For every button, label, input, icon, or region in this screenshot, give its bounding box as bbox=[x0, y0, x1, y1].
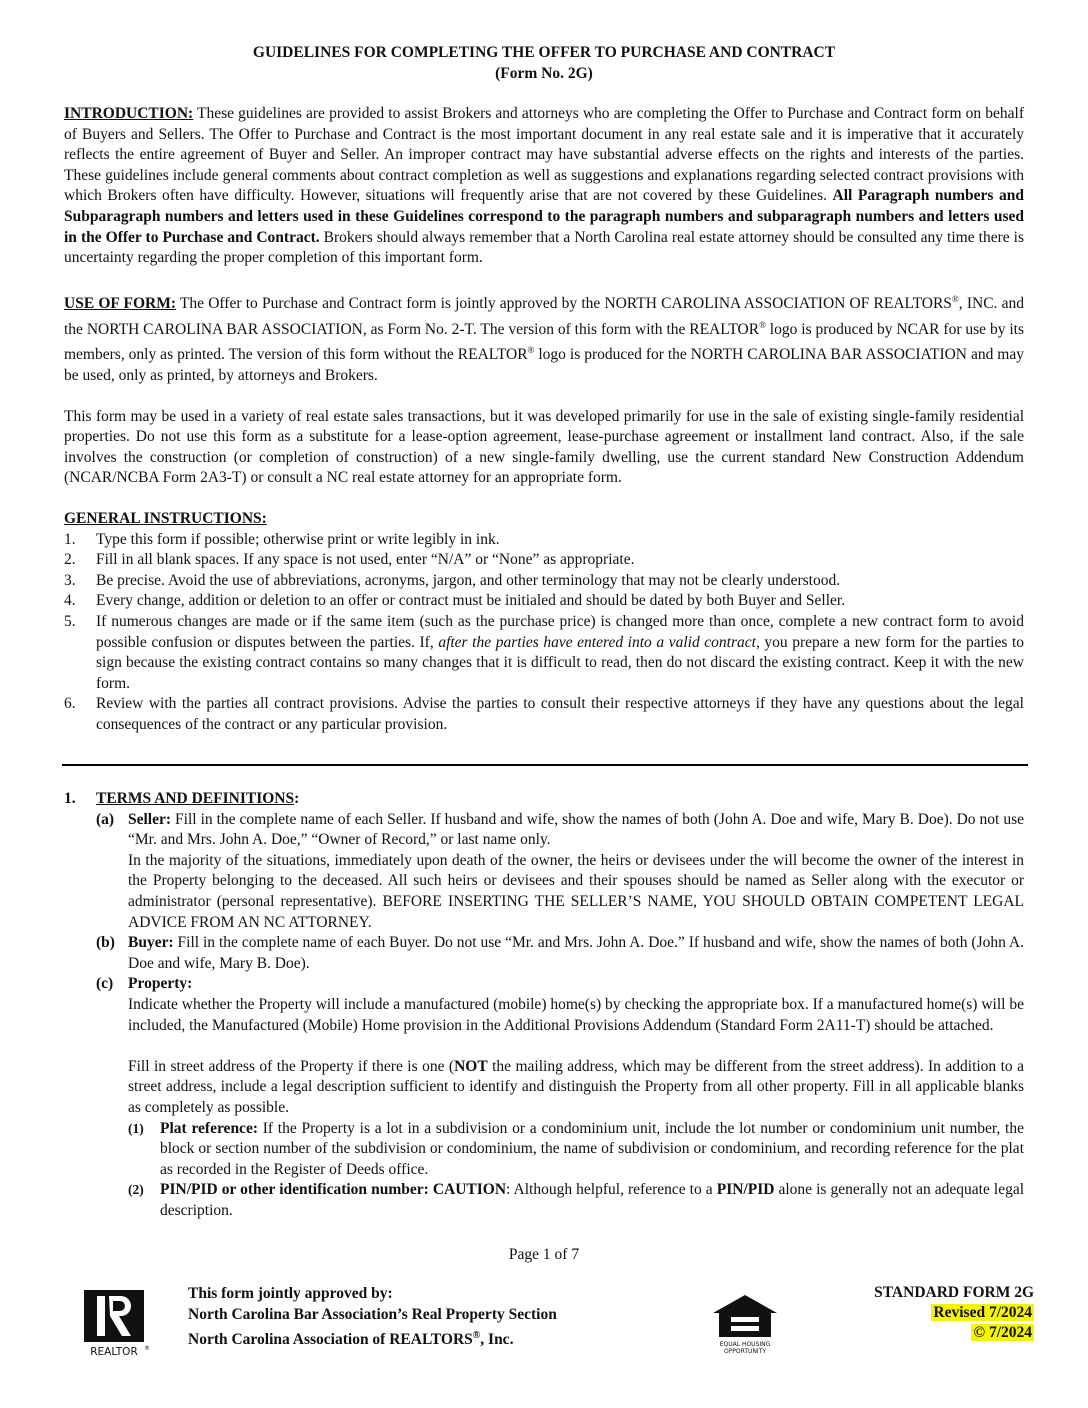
item-heading: Plat reference: bbox=[160, 1119, 258, 1137]
copyright-date: © 7/2024 bbox=[973, 1324, 1032, 1341]
subsection-text: Fill in the complete name of each Seller. If husband and wife, show the names of both (John A. Doe and wife, Mary B. Doe). Do not use “Mr. and Mrs. John A. Doe,” “Owner of Record,” or last name only. bbox=[128, 810, 1024, 849]
list-item-number: 4. bbox=[64, 592, 76, 610]
list-item bbox=[64, 571, 1024, 592]
realtor-logo-reg: ® bbox=[144, 1345, 150, 1352]
doc-title bbox=[64, 42, 1024, 84]
introduction-text-end: Brokers should always remember that a North Carolina real estate attorney should be consulted any time there is uncertainty regarding the proper completion of this important form. bbox=[64, 228, 1024, 267]
use-of-form-text: The Offer to Purchase and Contract form is jointly approved by the NORTH CAROLINA ASSOCIATION OF REALTORS bbox=[176, 294, 952, 312]
list-item-text: Review with the parties all contract provisions. Advise the parties to consult their respective attorneys if they have any questions about the legal consequences of the contract or any particular provision. bbox=[96, 695, 1024, 733]
subsection-text: Fill in the complete name of each Buyer. Do not use “Mr. and Mrs. John A. Doe.” If husband and wife, show the names of both (John A. Doe and wife, Mary B. Doe). bbox=[128, 934, 1024, 972]
introduction-text: These guidelines are provided to assist Brokers and attorneys who are completing the Offer to Purchase and Contract form on behalf of Buyers and Sellers. The Offer to Purchase and Contract is the most important document in any real estate sale and it is imperative that it accurately reflects the entire agreement of Buyer and Seller. An improper contract may have substantial adverse effects on the rights and interests of the parties. These guidelines include general comments about contract completion as well as suggestions and explanations regarding selected contract provisions with which Brokers often have difficulty. However, situations will frequently arise that are not covered by these Guidelines. bbox=[64, 105, 1024, 205]
subsection-heading: Seller: bbox=[128, 810, 172, 828]
subsection-b bbox=[64, 933, 1024, 974]
item-label: (2) bbox=[128, 1182, 144, 1198]
general-instructions-list bbox=[64, 530, 1024, 736]
use-of-form-paragraph bbox=[64, 289, 1024, 387]
item-text: If the Property is a lot in a subdivision or a condominium unit, include the lot number or condominium unit number, the block or section number of the subdivision or condominium, the name of subdivision or condominium, and recording reference for the plat as recorded in the Register of Deeds office. bbox=[160, 1119, 1024, 1178]
registered-mark: ® bbox=[759, 319, 766, 330]
footer-line2: North Carolina Bar Association’s Real Property Section bbox=[188, 1306, 557, 1323]
subsection-text: Fill in street address of the Property if there is one ( bbox=[128, 1057, 455, 1075]
subsection-label: (a) bbox=[96, 810, 115, 828]
list-item-number: 6. bbox=[64, 695, 76, 713]
item-text: : Although helpful, reference to a bbox=[506, 1181, 717, 1199]
section-1-heading bbox=[64, 789, 1024, 810]
subsection-heading: Property: bbox=[128, 975, 193, 993]
list-item-text-part: , you prepare a new form for the parties to sign because the existing contract contains so many changes that it is difficult to read, then do not discard the existing contract. Keep it with the new form. bbox=[96, 633, 1025, 692]
page-number: Page 1 of 7 bbox=[508, 1246, 580, 1263]
section-title: TERMS AND DEFINITIONS bbox=[96, 790, 295, 807]
footer-form-info bbox=[874, 1283, 1034, 1343]
list-item-number: 2. bbox=[64, 551, 76, 569]
item-label: (1) bbox=[128, 1120, 144, 1136]
use-of-form-text: logo is produced for the NORTH CAROLINA BAR ASSOCIATION and may be used, only as printed, by attorneys and Brokers. bbox=[64, 346, 1024, 384]
section-number: 1. bbox=[64, 790, 76, 807]
list-item-number: 5. bbox=[64, 612, 76, 630]
eho-text-line1: EQUAL HOUSING bbox=[719, 1341, 771, 1348]
list-item bbox=[64, 591, 1024, 612]
subsection-a bbox=[64, 810, 1024, 851]
list-item-text-part: If numerous changes are made or if the same item (such as the purchase price) is changed more than once, complete a new contract form to avoid possible confusion or disputes between the parties. If, bbox=[96, 612, 1024, 651]
realtor-logo-text: REALTOR bbox=[90, 1346, 138, 1358]
introduction-heading: INTRODUCTION: bbox=[64, 105, 194, 122]
revised-date: Revised 7/2024 bbox=[933, 1304, 1032, 1321]
list-item bbox=[64, 550, 1024, 571]
use-of-form-text: logo is produced by NCAR for use by its members, only as printed. The version of this form without the REALTOR bbox=[64, 320, 1024, 364]
list-item-text: Be precise. Avoid the use of abbreviations, acronyms, jargon, and other terminology that may not be clearly understood. bbox=[96, 571, 841, 589]
registered-mark: ® bbox=[951, 293, 959, 304]
general-instructions-heading: GENERAL INSTRUCTIONS: bbox=[64, 509, 267, 527]
page-body bbox=[64, 42, 1024, 736]
list-item bbox=[64, 530, 1024, 551]
use-of-form-text: , INC. and the NORTH CAROLINA BAR ASSOCIATION, as Form No. 2-T. The version of this form with the REALTOR bbox=[64, 294, 1024, 338]
introduction-bold-text: All Paragraph numbers and Subparagraph numbers and letters used in these Guidelines correspond to the paragraph numbers and subparagraph numbers and letters used in the Offer to Purchase and Contract. bbox=[64, 187, 1024, 246]
list-item-number: 1. bbox=[64, 530, 76, 548]
subsection-c-text1: Indicate whether the Property will include a manufactured (mobile) home(s) by checking the appropriate box. If a manufactured home(s) will be included, the Manufactured (Mobile) Home provision in the Additional Provisions Addendum (Standard Form 2A11-T) should be attached. bbox=[128, 995, 1024, 1034]
list-item bbox=[64, 612, 1024, 694]
subsection-bold-text: NOT bbox=[454, 1057, 488, 1075]
introduction-paragraph bbox=[64, 104, 1024, 269]
list-item bbox=[64, 694, 1024, 735]
footer-line3-text: North Carolina Association of REALTORS bbox=[188, 1331, 473, 1349]
footer-line1: This form jointly approved by: bbox=[188, 1285, 393, 1302]
list-item-number: 3. bbox=[64, 571, 76, 589]
list-item-text: Type this form if possible; otherwise print or write legibly in ink. bbox=[96, 530, 500, 548]
list-item-text: Every change, addition or deletion to an offer or contract must be initialed and should be dated by both Buyer and Seller. bbox=[96, 592, 846, 610]
item-bold-text: PIN/PID bbox=[716, 1181, 775, 1199]
subsection-c-text2 bbox=[64, 1057, 1024, 1119]
item-c1 bbox=[64, 1119, 1024, 1181]
footer-line3 bbox=[188, 1325, 557, 1350]
doc-title-line1: GUIDELINES FOR COMPLETING THE OFFER TO PURCHASE AND CONTRACT bbox=[252, 44, 836, 61]
section-divider bbox=[62, 764, 1028, 766]
section-1 bbox=[64, 789, 1024, 1221]
item-text: alone is generally not an adequate legal description. bbox=[160, 1181, 1025, 1219]
subsection-c bbox=[64, 974, 1024, 995]
footer-line3-text: , Inc. bbox=[480, 1331, 514, 1349]
registered-mark: ® bbox=[472, 1330, 481, 1341]
list-item-italic-text: after the parties have entered into a valid contract bbox=[438, 633, 756, 651]
subsection-label: (b) bbox=[96, 934, 115, 952]
subsection-text: the mailing address, which may be different from the street address). In addition to a street address, include a legal description sufficient to identify and distinguish the Property from all other property. Fill in all applicable blanks as completely as possible. bbox=[128, 1057, 1024, 1116]
use-of-form-paragraph-2: This form may be used in a variety of real estate sales transactions, but it was developed primarily for use in the sale of existing single-family residential properties. Do not use this form as a substitute for a lease-option agreement, lease-purchase agreement or installment land contract. Also, if the sale involves the construction (or completion of construction) of a new single-family dwelling, use the current standard New Construction Addendum (NCAR/NCBA Form 2A3-T) or consult a NC real estate attorney for an appropriate form. bbox=[64, 407, 1024, 487]
subsection-label: (c) bbox=[96, 975, 114, 993]
list-item-text: Fill in all blank spaces. If any space is not used, enter “N/A” or “None” as appropriate. bbox=[96, 551, 635, 569]
section-colon: : bbox=[294, 790, 300, 807]
list-item-text bbox=[96, 612, 1024, 694]
doc-title-line2: (Form No. 2G) bbox=[495, 65, 593, 82]
form-name: STANDARD FORM 2G bbox=[874, 1284, 1034, 1301]
item-c2 bbox=[64, 1180, 1024, 1221]
registered-mark: ® bbox=[527, 345, 535, 356]
subsection-a-text2: In the majority of the situations, immediately upon death of the owner, the heirs or devisees under the will become the owner of the interest in the Property belonging to the deceased. All such heirs or devisees and their spouses should be named as Seller along with the executor or administrator (personal representative). BEFORE INSERTING THE SELLER’S NAME, YOU SHOULD OBTAIN COMPETENT LEGAL ADVICE FROM AN NC ATTORNEY. bbox=[128, 851, 1024, 931]
item-heading: PIN/PID or other identification number: CAUTION bbox=[160, 1181, 507, 1199]
realtor-logo-icon bbox=[80, 1287, 150, 1359]
eho-text-line2: OPPORTUNITY bbox=[723, 1348, 767, 1355]
subsection-heading: Buyer: bbox=[128, 934, 174, 952]
footer-approval bbox=[188, 1283, 557, 1350]
equal-housing-opportunity-icon bbox=[711, 1293, 779, 1355]
use-of-form-heading: USE OF FORM: bbox=[64, 294, 177, 312]
